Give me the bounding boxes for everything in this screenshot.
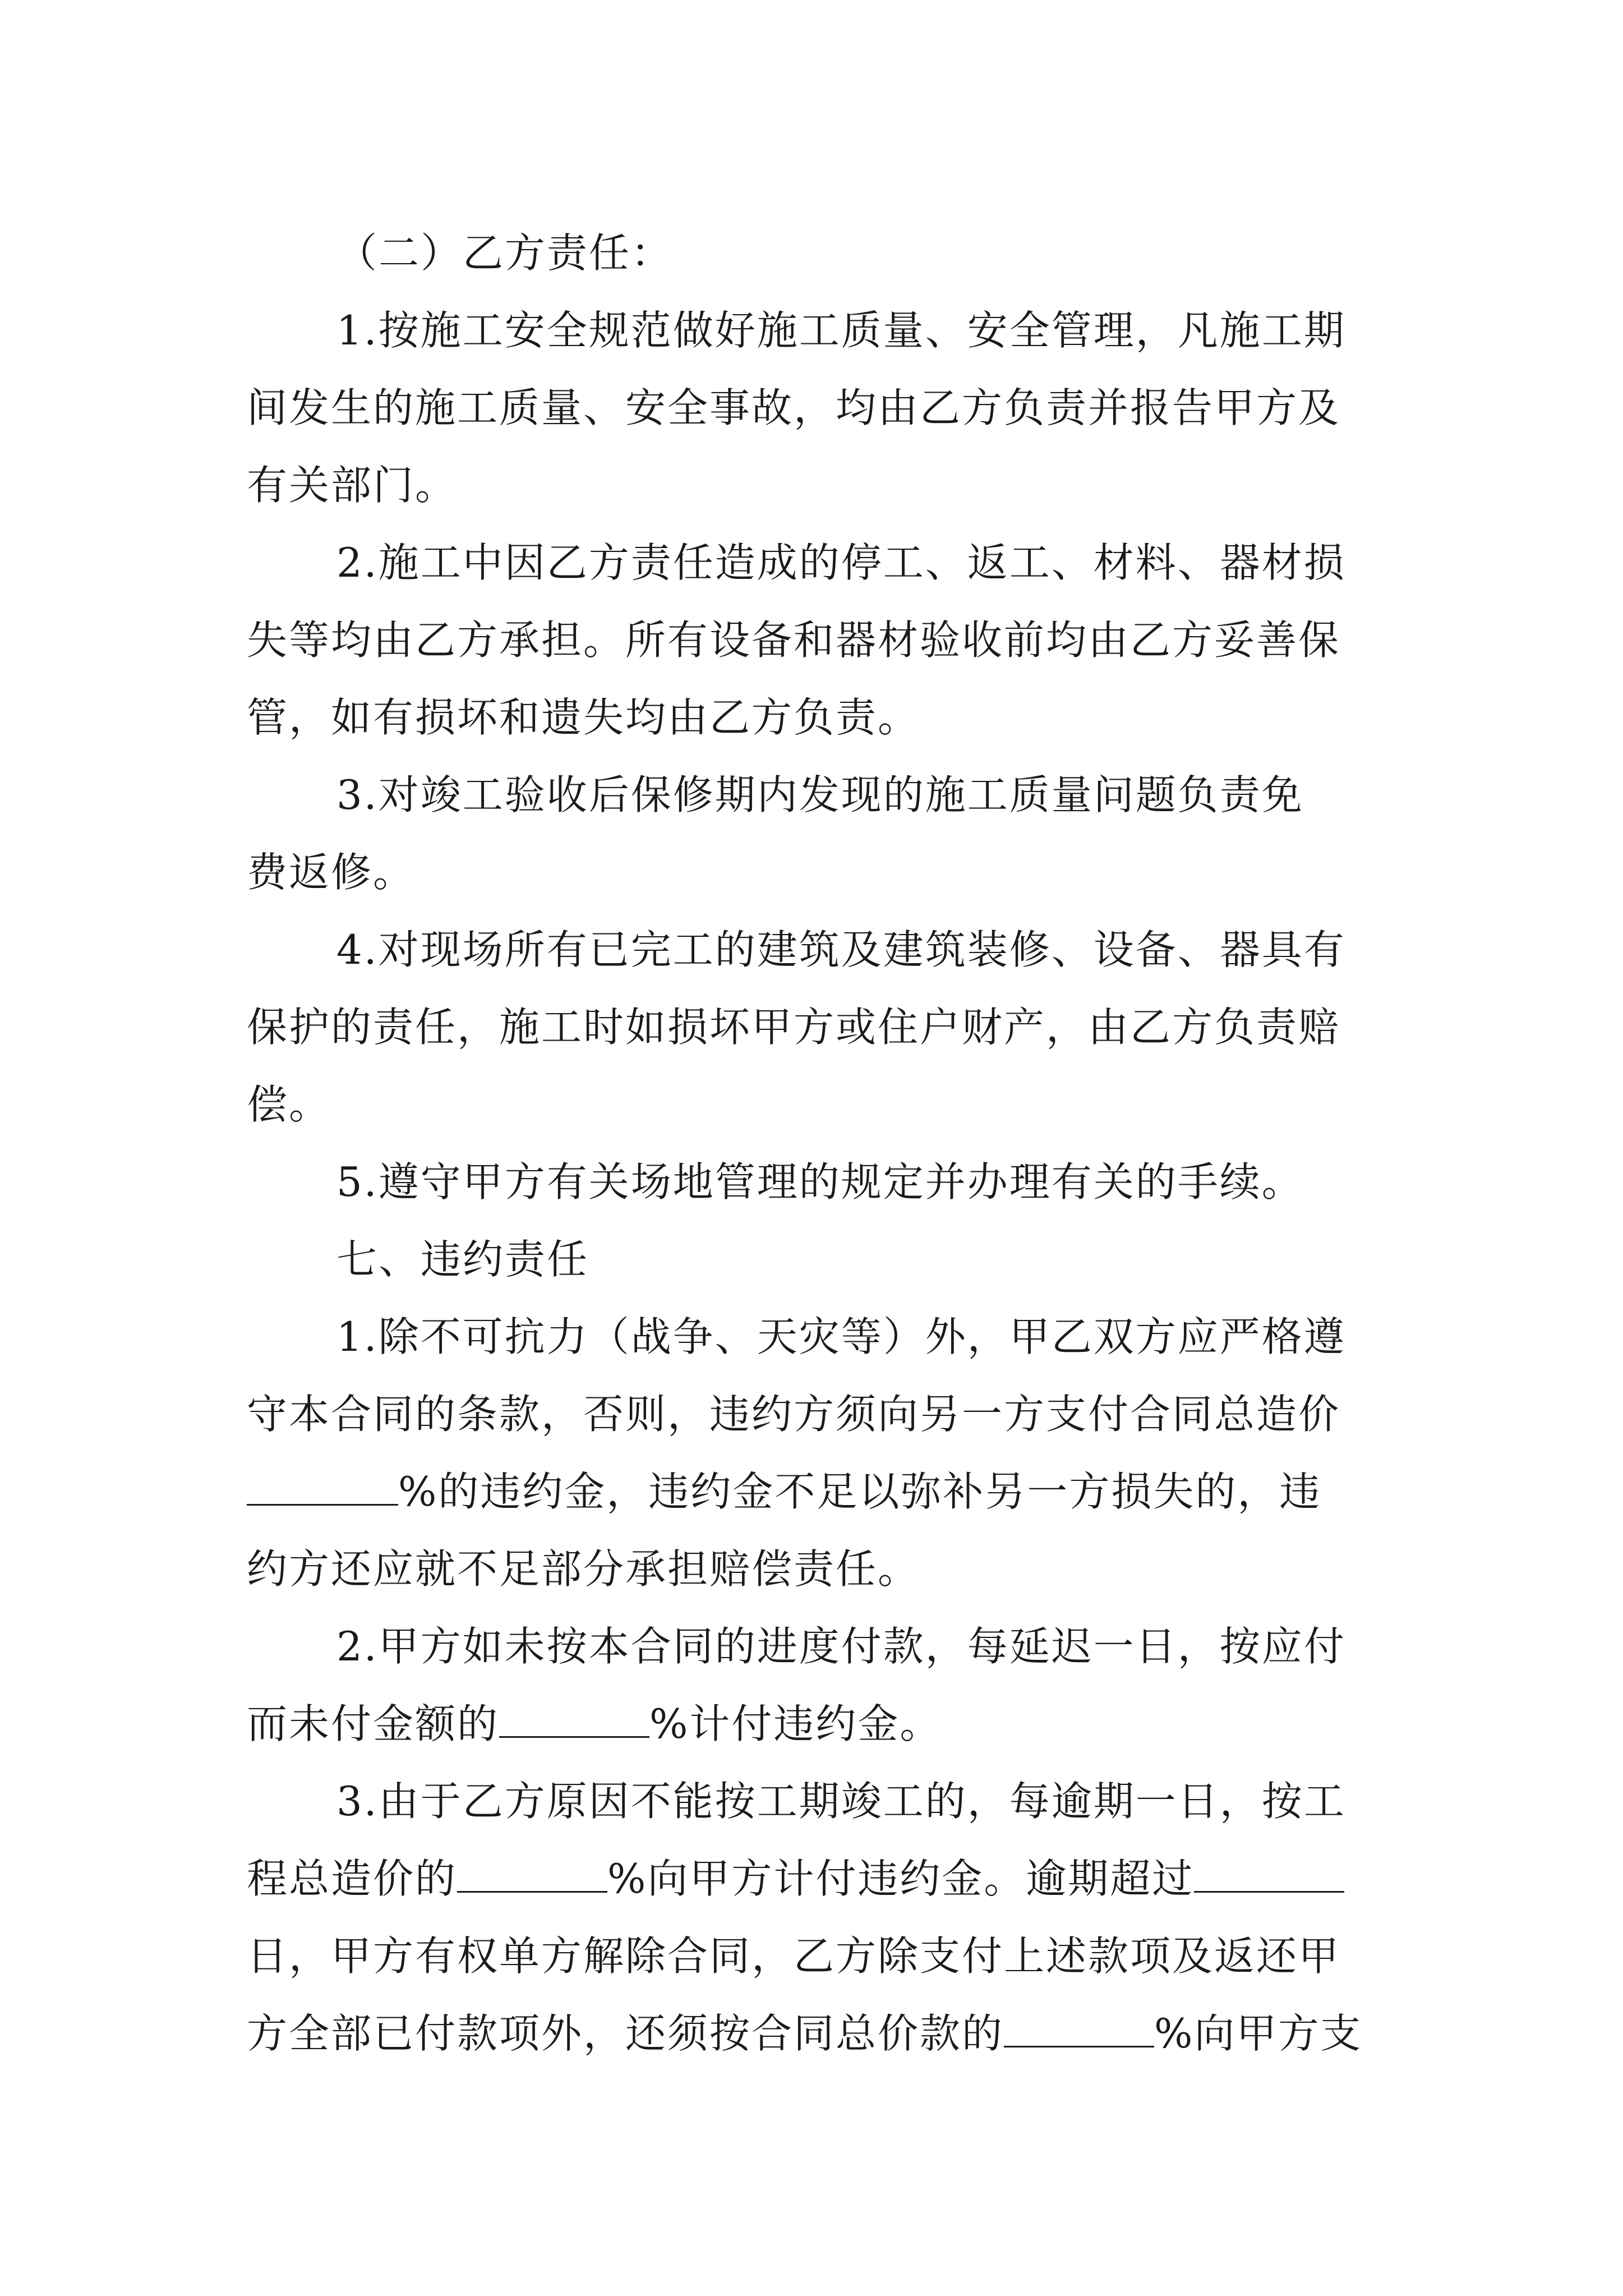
text-line: 约方还应就不足部分承担赔偿责任。 [247, 1545, 920, 1593]
text-line [247, 1685, 1385, 1763]
text-line: 1.按施工安全规范做好施工质量、安全管理，凡施工期 [336, 307, 1346, 354]
section-heading: 七、违约责任 [336, 1236, 589, 1283]
text-line: 2.施工中因乙方责任造成的停工、返工、材料、器材损 [336, 539, 1346, 586]
fill-in-blank [1004, 2012, 1154, 2047]
text-segment: %的违约金，违约金不足以弥补另一方损失的，违 [398, 1468, 1322, 1515]
text-line: 5.遵守甲方有关场地管理的规定并办理有关的手续。 [336, 1158, 1304, 1205]
text-line: 守本合同的条款，否则，违约方须向另一方支付合同总造价 [247, 1391, 1341, 1438]
document-body [247, 214, 1385, 2072]
text-line: 4.对现场所有已完工的建筑及建筑装修、设备、器具有 [336, 926, 1346, 973]
text-line: 3.对竣工验收后保修期内发现的施工质量问题负责免 [336, 771, 1304, 818]
text-line: 间发生的施工质量、安全事故，均由乙方负责并报告甲方及 [247, 384, 1341, 431]
text-line [247, 1840, 1385, 1917]
text-line [247, 1453, 1385, 1530]
text-line: （二）乙方责任： [336, 229, 674, 277]
text-line: 日，甲方有权单方解除合同，乙方除支付上述款项及返还甲 [247, 1932, 1341, 1980]
fill-in-blank [247, 1470, 398, 1506]
text-line: 2.甲方如未按本合同的进度付款，每延迟一日，按应付 [336, 1623, 1346, 1670]
text-line: 偿。 [247, 1081, 331, 1128]
text-line: 管，如有损坏和遗失均由乙方负责。 [247, 694, 920, 741]
text-segment: 而未付金额的 [247, 1700, 500, 1747]
text-line: 保护的责任，施工时如损坏甲方或住户财产，由乙方负责赔 [247, 1004, 1341, 1051]
text-segment: 程总造价的 [247, 1855, 458, 1902]
text-segment: %向甲方支 [1154, 2010, 1363, 2057]
fill-in-blank [457, 1857, 607, 1893]
text-line: 失等均由乙方承担。所有设备和器材验收前均由乙方妥善保 [247, 616, 1341, 664]
text-line: 费返修。 [247, 849, 416, 896]
fill-in-blank [499, 1703, 649, 1738]
text-line: 3.由于乙方原因不能按工期竣工的，每逾期一日，按工 [336, 1778, 1346, 1825]
text-segment: %计付违约金。 [649, 1700, 942, 1747]
text-line: 1.除不可抗力（战争、天灾等）外，甲乙双方应严格遵 [336, 1313, 1346, 1360]
fill-in-blank [1194, 1857, 1344, 1893]
text-line: 有关部门。 [247, 462, 458, 509]
text-segment: 方全部已付款项外，还须按合同总价款的 [247, 2010, 1004, 2057]
text-segment: %向甲方计付违约金。逾期超过 [607, 1855, 1195, 1902]
text-line [247, 1995, 1385, 2072]
